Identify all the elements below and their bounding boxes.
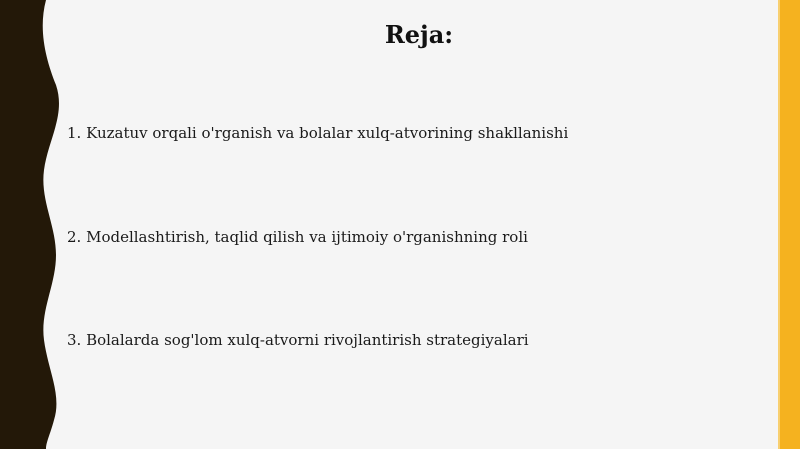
slide-title: Reja:	[384, 20, 454, 49]
wavy-left-border	[0, 0, 70, 449]
accent-bar-right	[780, 0, 800, 449]
plan-item-3: 3. Bolalarda sog'lom xulq-atvorni rivojlantirish strategiyalari	[67, 331, 529, 349]
plan-item-1: 1. Kuzatuv orqali o'rganish va bolalar xulq-atvorining shakllanishi	[67, 124, 569, 142]
plan-item-2: 2. Modellashtirish, taqlid qilish va ijtimoiy o'rganishning roli	[67, 228, 528, 246]
